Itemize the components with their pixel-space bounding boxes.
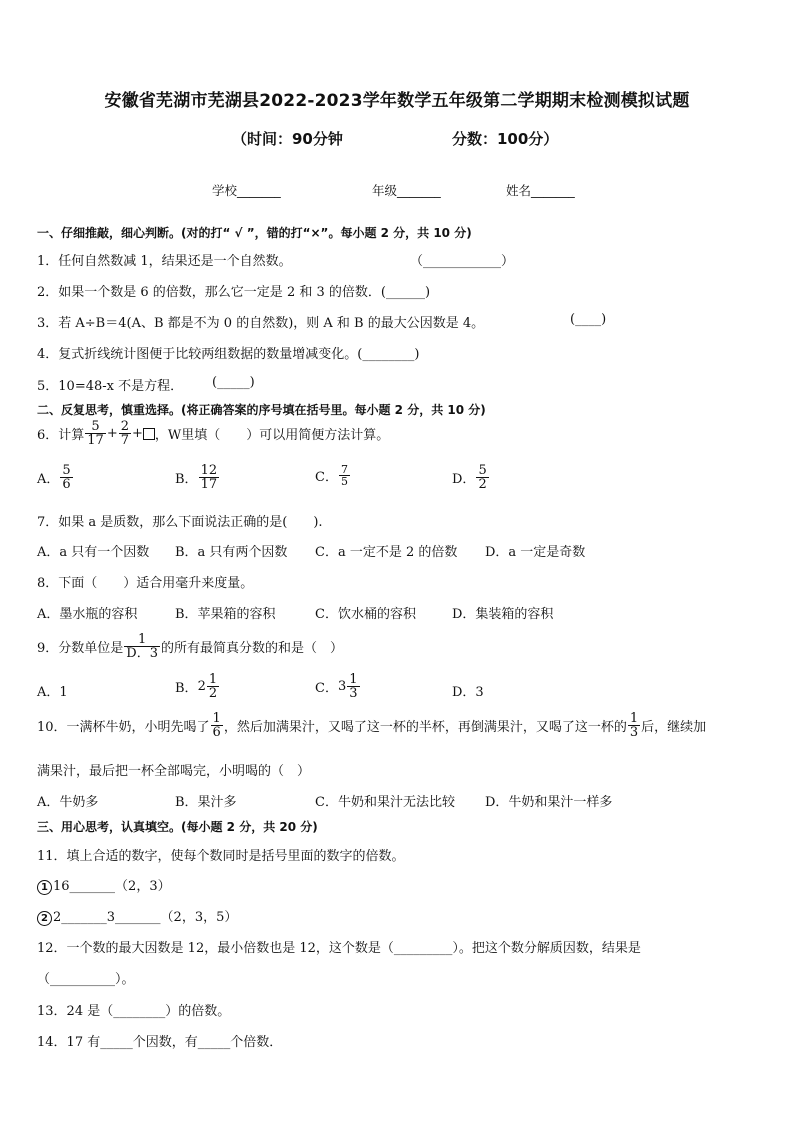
q8-option-b[interactable]: B．苹果箱的容积 — [175, 607, 276, 622]
q7-option-b[interactable]: B．a 只有两个因数 — [175, 545, 288, 560]
question-12: 12．一个数的最大因数是 12，最小倍数也是 12，这个数是（_________）。把这个数分解质因数，结果是 — [37, 941, 641, 956]
q7-option-d[interactable]: D．a 一定是奇数 — [485, 545, 586, 560]
section1-heading: 一、仔细推敲，细心判断。(对的打“ √ ”，错的打“×”。每小题 2 分，共 10 分) — [37, 226, 472, 240]
question-3: 3．若 A÷B＝4(A、B 都是不为 0 的自然数)，则 A 和 B 的最大公因数是 4。 — [37, 316, 485, 331]
exam-title: 安徽省芜湖市芜湖县2022-2023学年数学五年级第二学期期末检测模拟试题 — [104, 91, 690, 111]
q6-plus-1: + — [106, 426, 118, 441]
question-9: 9．分数单位是 $\frac{1}{D.3}$ 的所有最简真分数的和是（ ） — [37, 632, 343, 661]
q10-option-c[interactable]: C．牛奶和果汁无法比较 — [315, 795, 455, 810]
q7-option-a[interactable]: A．a 只有一个因数 — [37, 545, 150, 560]
section2-heading: 二、反复思考，慎重选择。(将正确答案的序号填在括号里。每小题 2 分，共 10 分) — [37, 403, 486, 417]
q6-option-b[interactable]: B． $\frac{12}{17}$ — [175, 463, 218, 492]
q9-option-c[interactable]: C． 3 $\frac{1}{3}$ — [315, 672, 358, 701]
q6-suffix: ，W里填（ ）可以用简便方法计算。 — [154, 428, 390, 443]
exam-time: （时间：90分钟 — [232, 130, 343, 148]
school-field[interactable]: 学校_______ — [212, 183, 281, 198]
q9-option-d[interactable]: D．3 — [452, 685, 484, 700]
question-10: 10．一满杯牛奶，小明先喝了 $\frac{1}{6}$ ，然后加满果汁，又喝了这一杯的半杯，再倒满果汁，又喝了这一杯的 $\frac{1}{3}$ 后，继续加 — [37, 711, 707, 740]
question-10-line2: 满果汁，最后把一杯全部喝完，小明喝的（ ） — [37, 764, 311, 779]
answer-blank-3[interactable]: (____) — [570, 312, 607, 327]
question-5: 5．10=48-x 不是方程． — [37, 379, 184, 394]
q10-option-a[interactable]: A．牛奶多 — [37, 795, 99, 810]
circled-number-icon: 2 — [37, 911, 52, 926]
answer-blank-1[interactable]: （____________） — [410, 254, 515, 269]
q10-option-b[interactable]: B．果汁多 — [175, 795, 237, 810]
blank-box-icon — [143, 428, 155, 440]
name-field[interactable]: 姓名_______ — [506, 183, 575, 198]
question-11-part-1[interactable]: 1 16_______（2，3） — [37, 875, 171, 895]
q8-option-a[interactable]: A．墨水瓶的容积 — [37, 607, 138, 622]
q6-fraction-2: $\frac{2}{7}$ — [120, 419, 130, 448]
q9-option-a[interactable]: A．1 — [37, 685, 68, 700]
question-6 — [37, 420, 389, 447]
exam-score: 分数：100分） — [452, 130, 559, 148]
q7-option-c[interactable]: C．a 一定不是 2 的倍数 — [315, 545, 458, 560]
q9-option-b[interactable]: B． 2 $\frac{1}{2}$ — [175, 672, 218, 701]
q6-prefix: 6．计算 — [37, 428, 85, 443]
question-12-line2[interactable]: （__________）。 — [37, 972, 135, 987]
q8-option-c[interactable]: C．饮水桶的容积 — [315, 607, 416, 622]
question-13[interactable]: 13．24 是（________）的倍数。 — [37, 1004, 231, 1019]
q6-plus-2: + — [132, 426, 143, 441]
q6-fraction-1: $\frac{5}{17}$ — [87, 419, 104, 448]
answer-blank-5[interactable]: (_____) — [212, 375, 255, 390]
question-14[interactable]: 14．17 有_____个因数，有_____个倍数． — [37, 1035, 283, 1050]
question-1: 1．任何自然数减 1，结果还是一个自然数。 — [37, 254, 292, 269]
question-4: 4．复式折线统计图便于比较两组数据的数量增减变化。(________) — [37, 347, 420, 362]
circled-number-icon: 1 — [37, 880, 52, 895]
question-2: 2．如果一个数是 6 的倍数，那么它一定是 2 和 3 的倍数．(______) — [37, 285, 431, 300]
section3-heading: 三、用心思考，认真填空。(每小题 2 分，共 20 分) — [37, 820, 318, 834]
question-11-part-2[interactable]: 2 2_______3_______（2，3，5） — [37, 906, 237, 926]
grade-field[interactable]: 年级_______ — [372, 183, 441, 198]
question-8: 8．下面（ ）适合用毫升来度量。 — [37, 576, 254, 591]
q6-option-a[interactable]: A． $\frac{5}{6}$ — [37, 463, 71, 492]
question-11: 11．填上合适的数字，使每个数同时是括号里面的数字的倍数。 — [37, 849, 405, 864]
q6-option-c[interactable]: C． $\frac{7}{5}$ — [315, 463, 348, 488]
q10-option-d[interactable]: D．牛奶和果汁一样多 — [485, 795, 613, 810]
q8-option-d[interactable]: D．集装箱的容积 — [452, 607, 554, 622]
q6-option-d[interactable]: D． $\frac{5}{2}$ — [452, 463, 487, 492]
question-7: 7．如果 a 是质数，那么下面说法正确的是( ). — [37, 515, 323, 530]
